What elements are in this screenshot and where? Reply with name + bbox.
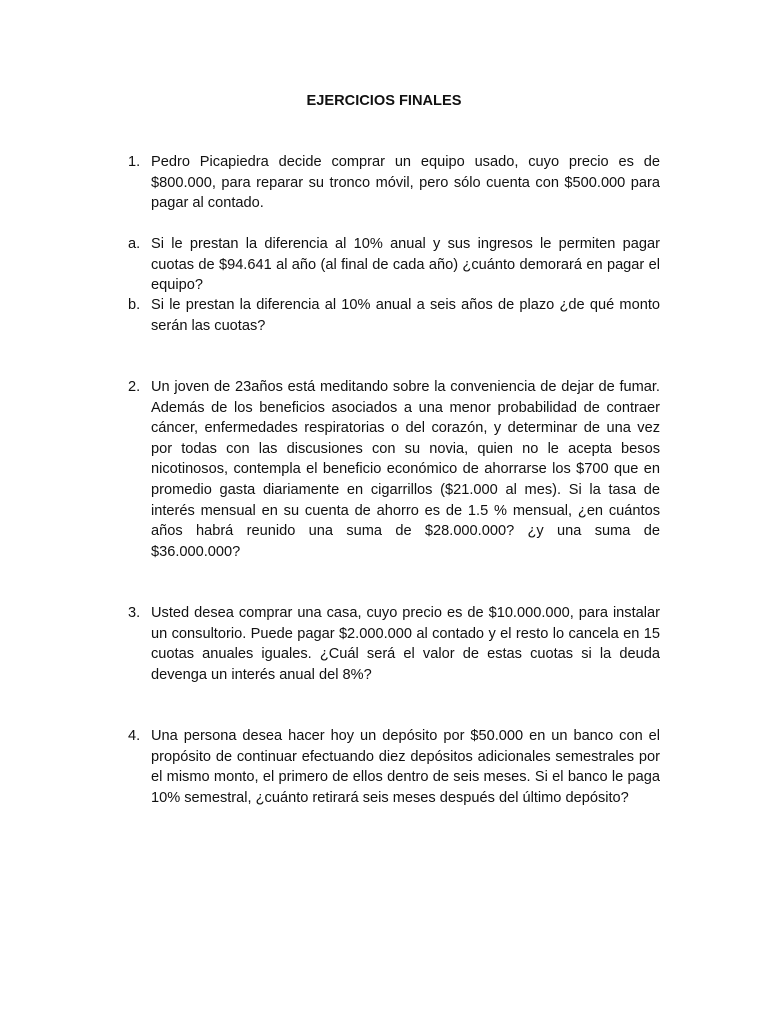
exercise-text: Si le prestan la diferencia al 10% anual a seis años de plazo ¿de qué monto serán las cuotas? <box>151 297 660 334</box>
exercise-1a <box>128 234 660 296</box>
exercise-marker: a. <box>128 236 141 252</box>
exercise-text: Una persona desea hacer hoy un depósito por $50.000 en un banco con el propósito de continuar efectuando diez depósitos adicionales semestrales por el mismo monto, el primero de ellos dentro de seis meses. Si el banco le paga 10% semestral, ¿cuánto retirará seis meses después del último depósito? <box>151 728 660 806</box>
exercise-3 <box>128 603 660 685</box>
exercise-text: Usted desea comprar una casa, cuyo precio es de $10.000.000, para instalar un consultorio. Puede pagar $2.000.000 al contado y el resto lo cancela en 15 cuotas anuales iguales. ¿Cuál será el valor de estas cuotas si la deuda devenga un interés anual del 8%? <box>151 605 660 683</box>
exercise-text: Pedro Picapiedra decide comprar un equipo usado, cuyo precio es de $800.000, para reparar su tronco móvil, pero sólo cuenta con $500.000 para pagar al contado. <box>151 154 660 212</box>
exercise-1 <box>128 152 660 214</box>
exercise-marker: 3. <box>128 605 141 621</box>
exercise-marker: 4. <box>128 728 141 744</box>
exercise-marker: b. <box>128 297 141 313</box>
exercise-2 <box>128 377 660 562</box>
document-title: EJERCICIOS FINALES <box>306 93 462 109</box>
exercise-text: Un joven de 23años está meditando sobre la conveniencia de dejar de fumar. Además de los beneficios asociados a una menor probabilidad de contraer cáncer, enfermedades respiratorias o del corazón, y determinar de una vez por todas con las discusiones con su novia, quien no le acepta besos nicotinosos, contempla el beneficio económico de ahorrarse los $700 que en promedio gasta diariamente en cigarrillos ($21.000 al mes). Si la tasa de interés mensual en su cuenta de ahorro es de 1.5 % mensual, ¿en cuántos años habrá reunido una suma de $28.000.000? ¿y una suma de $36.000.000? <box>151 379 660 560</box>
exercise-marker: 2. <box>128 379 141 395</box>
exercise-1b <box>128 295 660 336</box>
exercise-4 <box>128 726 660 808</box>
exercise-text: Si le prestan la diferencia al 10% anual y sus ingresos le permiten pagar cuotas de $94.641 al año (al final de cada año) ¿cuánto demorará en pagar el equipo? <box>151 236 660 294</box>
exercise-marker: 1. <box>128 154 141 170</box>
